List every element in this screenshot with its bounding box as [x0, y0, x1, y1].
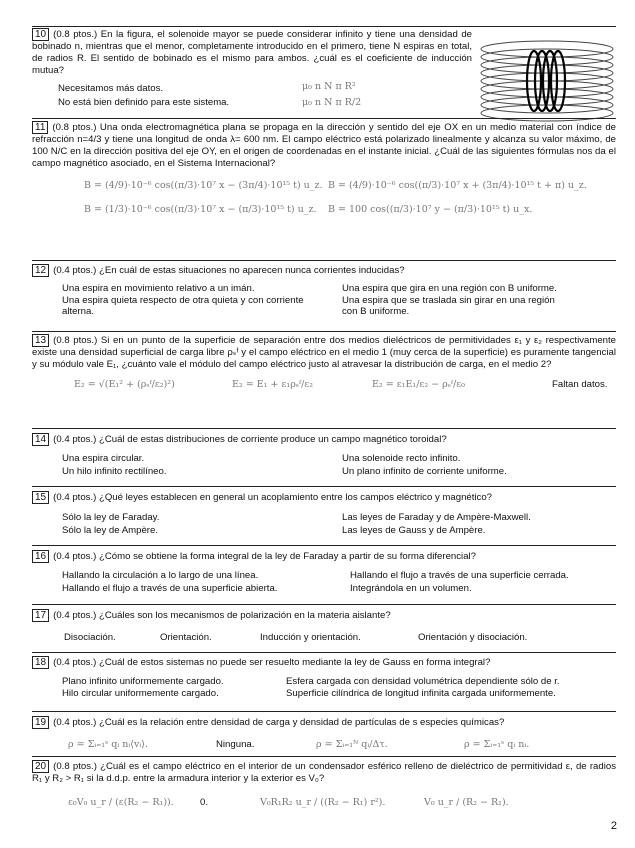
question-16 [32, 545, 616, 595]
question-text: (0.4 ptos.) ¿Cuál es la relación entre densidad de carga y densidad de partículas de s especies químicas? [53, 717, 505, 728]
question-text: (0.4 ptos.) ¿Cuál de estos sistemas no puede ser resuelto mediante la ley de Gauss en forma integral? [53, 657, 491, 668]
option-d: Superficie cilíndrica de longitud infinita cargada uniformemente. [286, 688, 556, 699]
solenoid-figure [478, 37, 616, 123]
option-d: Un plano infinito de corriente uniforme. [342, 466, 507, 477]
question-10 [32, 26, 616, 109]
question-number: 12 [32, 264, 49, 277]
option-d: V₀ u_r / (R₂ − R₁). [424, 797, 509, 808]
option-a: Necesitamos más datos. [58, 83, 164, 94]
option-a: Una espira en movimiento relativo a un imán. [62, 283, 255, 294]
question-number: 10 [32, 28, 49, 41]
option-a: Sólo la ley de Faraday. [62, 512, 160, 523]
question-text: (0.4 ptos.) ¿Cuáles son los mecanismos de polarización en la materia aislante? [53, 610, 391, 621]
question-14 [32, 428, 616, 478]
question-18 [32, 652, 616, 701]
option-c: Un hilo infinito rectilíneo. [62, 466, 167, 477]
question-13 [32, 331, 616, 395]
option-d: Orientación y disociación. [418, 632, 528, 643]
question-number: 14 [32, 433, 49, 446]
option-c: ρ = Σᵢ₌₁ᴺ qᵢ/Δτ. [316, 739, 388, 750]
question-12 [32, 260, 616, 321]
option-a: ε₀V₀ u_r / (ε(R₂ − R₁)). [68, 797, 174, 808]
option-c: Hilo circular uniformemente cargado. [62, 688, 219, 699]
option-b: Esfera cargada con densidad volumétrica dependiente sólo de r. [286, 676, 560, 687]
question-number: 13 [32, 334, 49, 347]
option-c: Hallando el flujo a través de una superficie abierta. [62, 583, 278, 594]
option-c: μ₀ n N π R² [302, 81, 356, 92]
option-b: Una espira que gira en una región con B uniforme. [342, 283, 557, 294]
question-11 [32, 118, 616, 228]
option-c: E₂ = ε₁E₁/ε₂ − ρₛᶠ/ε₀ [372, 379, 465, 390]
question-17 [32, 604, 616, 646]
question-20 [32, 756, 616, 819]
question-number: 15 [32, 491, 49, 504]
option-b: Una solenoide recto infinito. [342, 453, 461, 464]
question-15 [32, 486, 616, 536]
option-a: Hallando la circulación a lo largo de una línea. [62, 570, 259, 581]
option-c: Sólo la ley de Ampère. [62, 525, 158, 536]
option-c: Inducción y orientación. [260, 632, 361, 643]
question-19 [32, 711, 616, 757]
option-d: Las leyes de Gauss y de Ampère. [342, 525, 486, 536]
question-text: (0.4 ptos.) ¿En cuál de estas situaciones no aparecen nunca corrientes inducidas? [53, 265, 405, 276]
question-number: 18 [32, 656, 49, 669]
option-b: 0. [200, 797, 209, 808]
question-number: 20 [32, 760, 49, 773]
option-a: ρ = Σᵢ₌₁ˢ qᵢ nᵢ⟨vᵢ⟩. [68, 739, 149, 750]
option-a: Plano infinito uniformemente cargado. [62, 676, 224, 687]
question-number: 16 [32, 550, 49, 563]
option-a: Una espira circular. [62, 453, 145, 464]
question-text: (0.8 ptos.) En la figura, el solenoide mayor se puede considerar infinito y tiene una densidad de bobinado n, mientras que el menor, completamente introducido en el primero, tiene N espiras en total, de radios R. El sentido de bobinado es el mismo para ambos. ¿cuál es el coeficiente de inducción mutua? [32, 29, 472, 76]
option-d: μ₀ n N π R/2 [302, 97, 362, 108]
question-number: 17 [32, 609, 49, 622]
option-a: E₂ = √(E₁² + (ρₛᶠ/ε₂)²) [74, 379, 175, 390]
option-b: No está bien definido para este sistema. [58, 97, 230, 108]
option-d: Faltan datos. [552, 379, 608, 390]
question-text: (0.4 ptos.) ¿Qué leyes establecen en general un acoplamiento entre los campos eléctrico y magnético? [53, 492, 493, 503]
option-b: Hallando el flujo a través de una superficie cerrada. [350, 570, 569, 581]
option-c: V₀R₁R₂ u_r / ((R₂ − R₁) r²). [260, 797, 386, 808]
question-text: (0.8 ptos.) ¿Cuál es el campo eléctrico en el interior de un condensador esférico relleno de dieléctrico de permitividad ε, de radios R₁ y R₂ > R₁ si la d.d.p. entre la armadura interior y la exterior es V₀? [32, 761, 616, 784]
option-b: Ninguna. [216, 739, 255, 750]
question-text: (0.8 ptos.) Si en un punto de la superficie de separación entre dos medios dieléctricos de permitividades ε₁ y ε₂ respectivamente existe una densidad superficial de carga libre ρₛᶠ y el campo eléctrico en el medio 1 (muy cerca de la superficie) es puramente tangencial y su módulo vale E₁, ¿cuánto vale el módulo del campo eléctrico justo al atravesar la distribución de carga, en el medio 2? [32, 335, 616, 370]
question-text: (0.4 ptos.) ¿Cómo se obtiene la forma integral de la ley de Faraday a partir de su forma diferencial? [53, 551, 476, 562]
option-c: B = (1/3)·10⁻⁶ cos((π/3)·10⁷ x − (π/3)·10¹⁵ t) u_z. [84, 204, 317, 215]
option-b: B = (4/9)·10⁻⁶ cos((π/3)·10⁷ x + (3π/4)·10¹⁵ t + π) u_z. [328, 180, 587, 191]
option-d: B = 100 cos((π/3)·10⁷ y − (π/3)·10¹⁵ t) u_x. [328, 204, 533, 215]
option-c: Una espira quieta respecto de otra quieta y con corriente alterna. [62, 295, 304, 317]
option-a: B = (4/9)·10⁻⁶ cos((π/3)·10⁷ x − (3π/4)·10¹⁵ t) u_z. [84, 180, 323, 191]
page-number: 2 [610, 820, 617, 832]
option-b: E₂ = E₁ + ε₁ρₛᶠ/ε₂ [232, 379, 314, 390]
option-d: Integrándola en un volumen. [350, 583, 472, 594]
option-b: Orientación. [160, 632, 212, 643]
question-text: (0.8 ptos.) Una onda electromagnética plana se propaga en la dirección y sentido del eje OX en un medio material con índice de refracción n=4/3 y tiene una longitud de onda λ= 600 nm. El campo eléctrico está polarizado linealmente y alcanza su valor máximo, de 100 N/C en la dirección positiva del eje OY, en el origen de coordenadas en el instante inicial. ¿Cuál de las siguientes fórmulas nos da el campo magnético asociado, en el Sistema Internacional? [32, 122, 616, 169]
option-a: Disociación. [64, 632, 116, 643]
option-b: Las leyes de Faraday y de Ampère-Maxwell. [342, 512, 531, 523]
question-number: 19 [32, 716, 49, 729]
question-number: 11 [32, 121, 48, 134]
option-d: ρ = Σᵢ₌₁ˢ qᵢ nᵢ. [464, 739, 530, 750]
question-text: (0.4 ptos.) ¿Cuál de estas distribuciones de corriente produce un campo magnético toroidal? [53, 434, 447, 445]
option-d: Una espira que se traslada sin girar en una región con B uniforme. [342, 295, 555, 317]
